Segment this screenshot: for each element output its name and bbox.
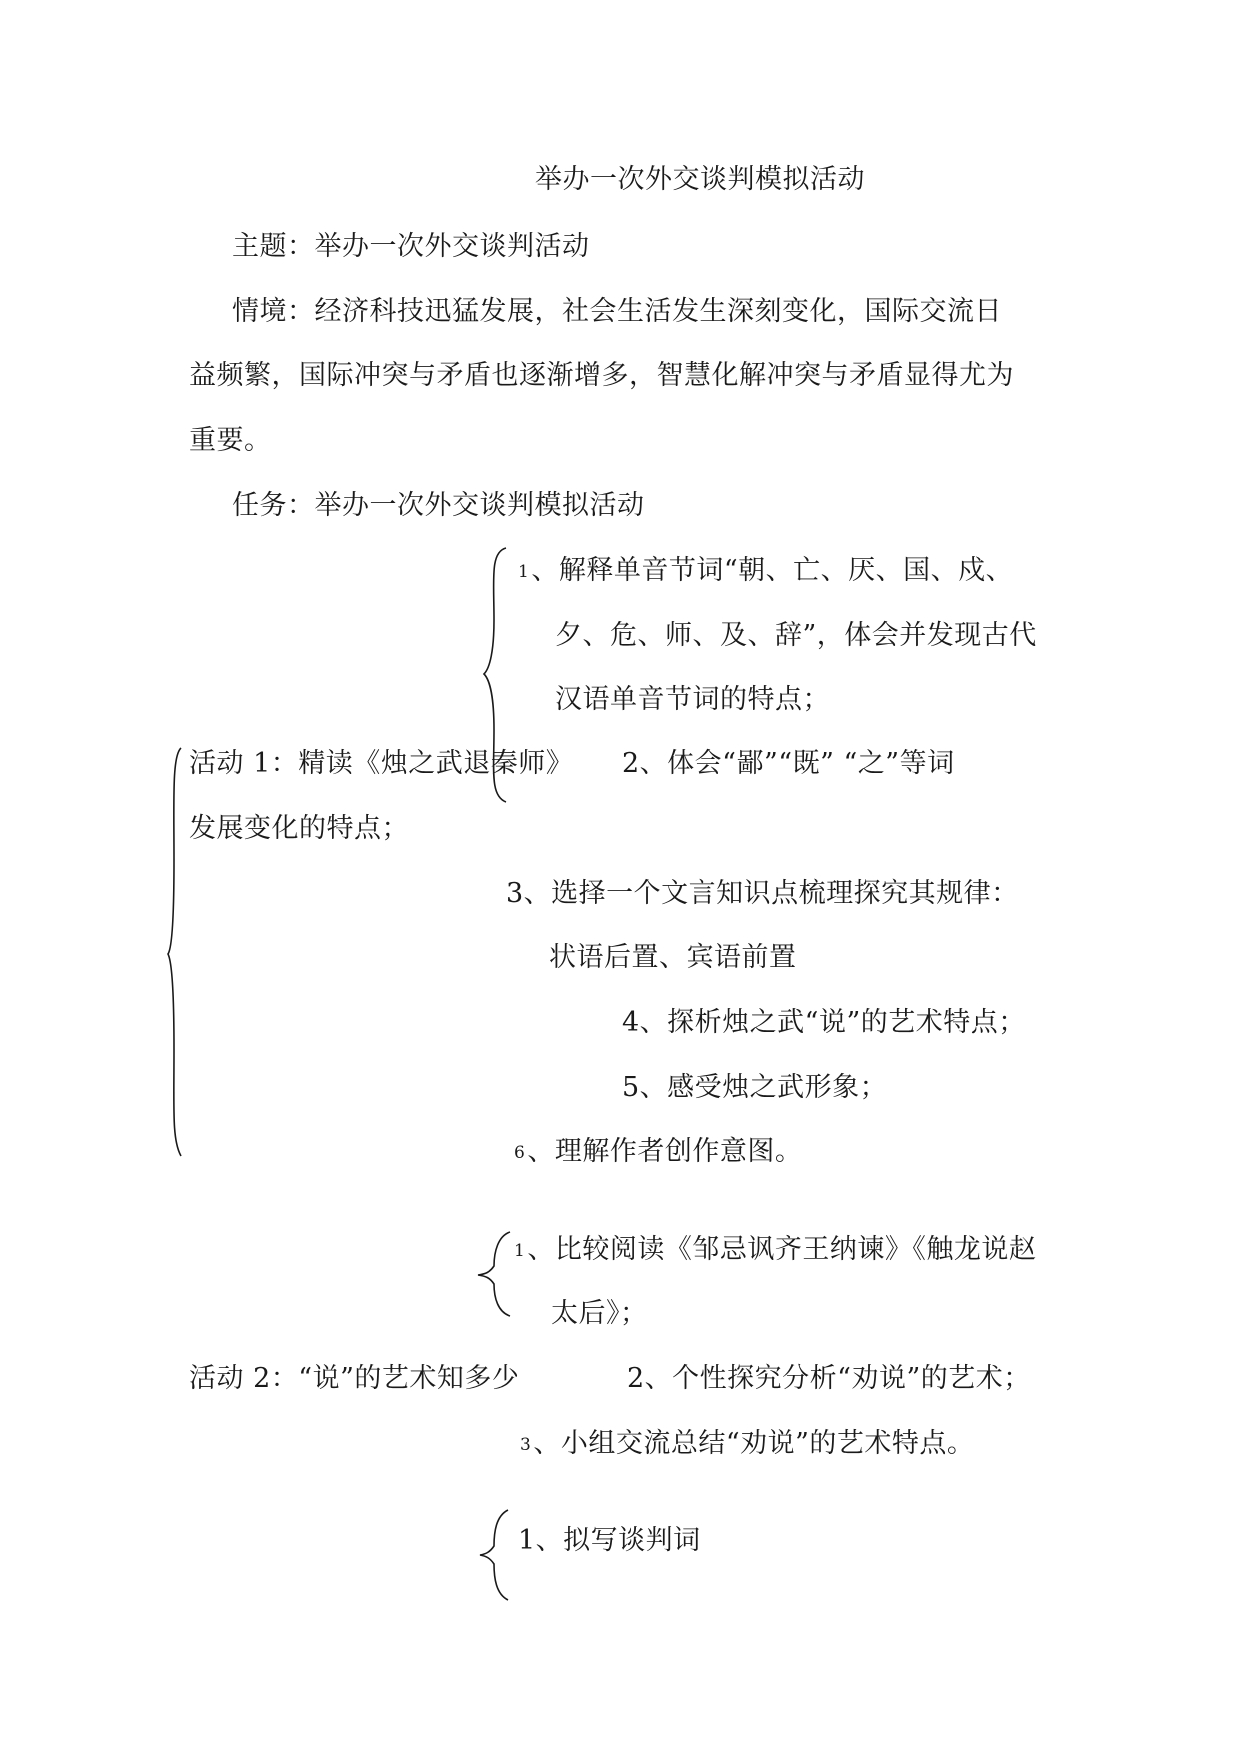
activity2-item3-number: 3 xyxy=(520,1435,532,1455)
activity2-item2: 2、个性探究分析“劝说”的艺术； xyxy=(627,1363,1031,1394)
activity1-item1-line3: 汉语单音节词的特点； xyxy=(555,684,830,715)
activity1-item6 xyxy=(514,1134,802,1171)
situation-line-1: 情境：经济科技迅猛发展，社会生活发生深刻变化，国际交流日 xyxy=(232,296,1002,327)
activity2-item3 xyxy=(520,1426,974,1463)
document-title: 举办一次外交谈判模拟活动 xyxy=(535,164,865,195)
activity1-item6-number: 6 xyxy=(514,1143,526,1163)
activity1-item1-line2: 夕、危、师、及、辞”，体会并发现古代 xyxy=(555,620,1037,651)
activity2-item3-text: 、小组交流总结“劝说”的艺术特点。 xyxy=(533,1428,975,1459)
activity1-item3-line1: 3、选择一个文言知识点梳理探究其规律： xyxy=(506,878,1019,909)
activity1-item2-line1: 2、体会“鄙”“既” “之”等词 xyxy=(622,748,955,779)
activity2-item1-line2: 太后》； xyxy=(551,1298,648,1329)
brace-activity3 xyxy=(480,1510,508,1600)
activity2-item1-line1 xyxy=(514,1232,1036,1269)
brace-activity1-main xyxy=(168,748,181,1156)
activity2-item1-number: 1 xyxy=(514,1241,526,1261)
activity2-item1-text: 、比较阅读《邹忌讽齐王纳谏》《触龙说赵 xyxy=(527,1234,1037,1265)
theme-line: 主题：举办一次外交谈判活动 xyxy=(232,231,590,262)
activity1-item6-text: 、理解作者创作意图。 xyxy=(527,1136,803,1167)
task-line: 任务：举办一次外交谈判模拟活动 xyxy=(232,490,645,521)
activity2-label: 活动 2：“说”的艺术知多少 xyxy=(189,1363,520,1394)
activity1-item2-line2: 发展变化的特点； xyxy=(189,813,409,844)
situation-line-2: 益频繁，国际冲突与矛盾也逐渐增多，智慧化解冲突与矛盾显得尤为 xyxy=(189,360,1014,391)
activity1-item1-line1 xyxy=(518,553,1013,590)
activity1-item3-line2: 状语后置、宾语前置 xyxy=(549,942,797,973)
activity1-item4: 4、探析烛之武“说”的艺术特点； xyxy=(622,1007,1026,1038)
activity1-label: 活动 1：精读《烛之武退秦师》 xyxy=(189,748,574,779)
brace-activity2 xyxy=(478,1232,510,1316)
activity1-item5: 5、感受烛之武形象； xyxy=(622,1072,888,1103)
activity1-item1-text: 、解释单音节词“朝、亡、厌、国、戍、 xyxy=(531,555,1014,586)
situation-line-3: 重要。 xyxy=(189,425,272,456)
activity1-item1-number: 1 xyxy=(518,562,530,582)
activity3-item1: 1、拟写谈判词 xyxy=(518,1525,701,1556)
